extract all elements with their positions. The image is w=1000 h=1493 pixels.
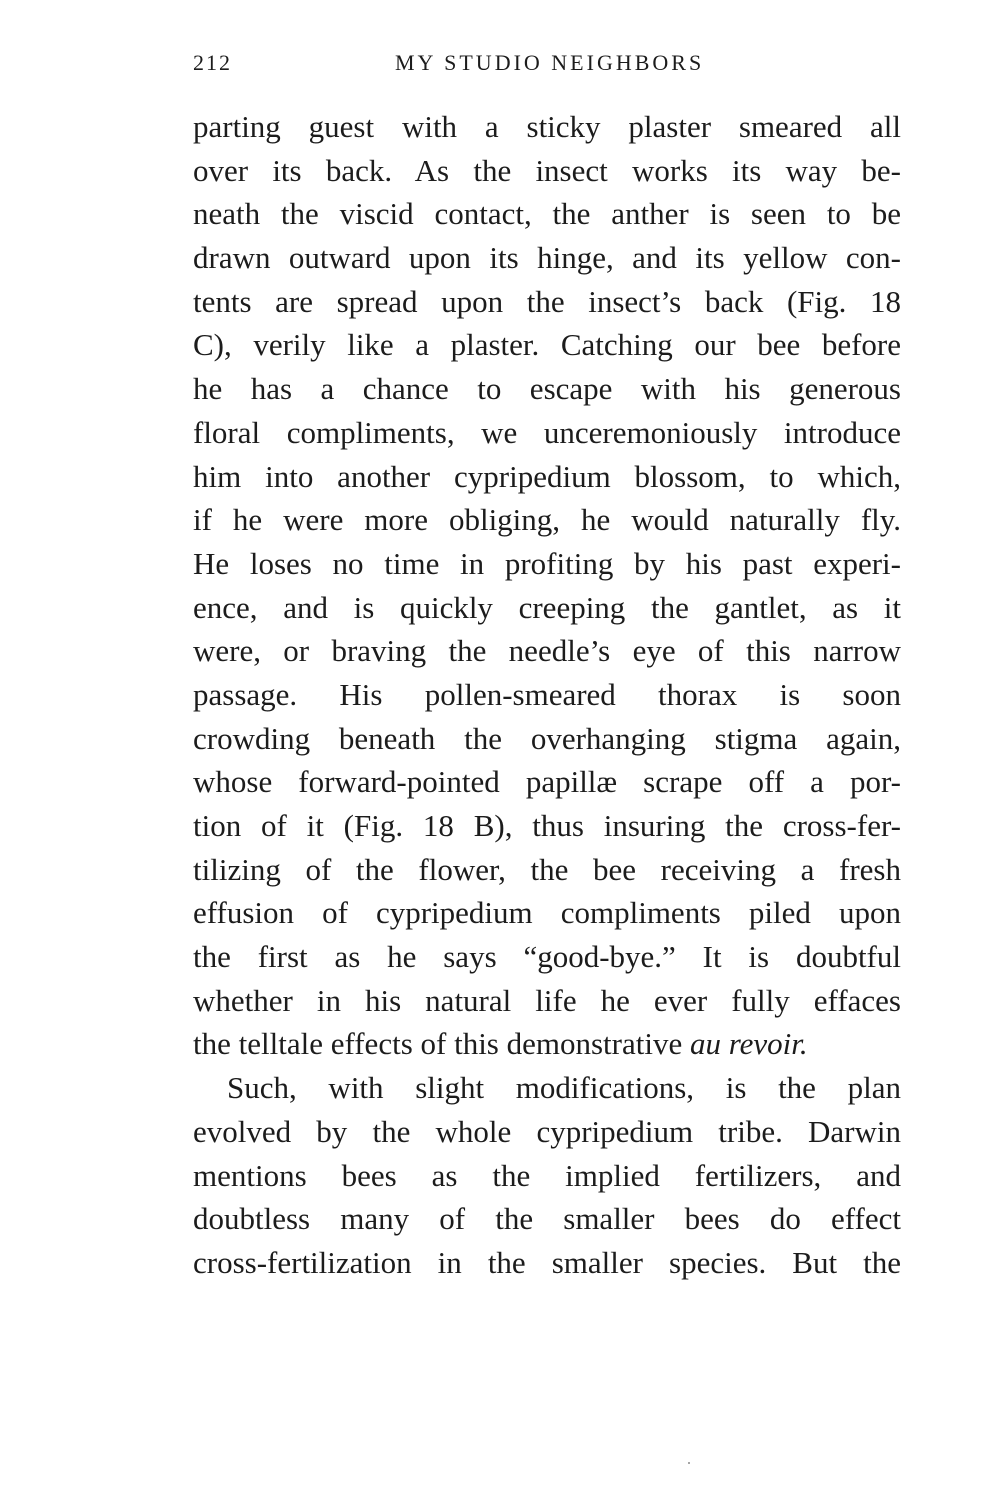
text-line: mentions bees as the implied fertilizers, and xyxy=(193,1157,901,1193)
text-line: tents are spread upon the insect’s back (Fig. 18 xyxy=(193,283,901,319)
text-line: He loses no time in profiting by his past experi- xyxy=(193,545,901,581)
print-speck xyxy=(688,1462,690,1464)
text-line: evolved by the whole cypripedium tribe. Darwin xyxy=(193,1113,901,1149)
text-line-final-roman: the telltale effects of this demonstrative xyxy=(193,1026,690,1062)
text-line: over its back. As the insect works its way be- xyxy=(193,152,901,188)
text-line: ence, and is quickly creeping the gantlet, as it xyxy=(193,589,901,625)
text-line: tion of it (Fig. 18 B), thus insuring the cross-fer- xyxy=(193,808,901,843)
text-line: the first as he says “good-bye.” It is doubtful xyxy=(193,939,901,975)
text-line: cross-fertilization in the smaller species. But the xyxy=(193,1244,901,1280)
text-line: he has a chance to escape with his generous xyxy=(193,371,901,407)
text-line: doubtless many of the smaller bees do effect xyxy=(193,1201,901,1237)
text-line: C), verily like a plaster. Catching our bee before xyxy=(193,327,901,363)
text-line: if he were more obliging, he would naturally fly. xyxy=(193,502,901,538)
text-line: drawn outward upon its hinge, and its yellow con- xyxy=(193,240,901,276)
text-line: neath the viscid contact, the anther is seen to be xyxy=(193,196,901,232)
text-line: whether in his natural life he ever fully effaces xyxy=(193,982,901,1018)
text-line: him into another cypripedium blossom, to which, xyxy=(193,458,901,494)
running-head xyxy=(193,50,901,84)
page-number: 212 xyxy=(193,50,232,75)
running-title: MY STUDIO NEIGHBORS xyxy=(395,50,705,75)
text-line-final xyxy=(193,1022,901,1066)
text-line: were, or braving the needle’s eye of this narrow xyxy=(193,633,901,669)
italic-phrase: au revoir. xyxy=(689,1026,808,1062)
text-line: passage. His pollen-smeared thorax is soon xyxy=(193,676,901,712)
text-line: tilizing of the flower, the bee receiving a fresh xyxy=(193,851,901,887)
text-line: floral compliments, we unceremoniously introduce xyxy=(193,414,901,450)
body-text xyxy=(193,105,901,1285)
text-line-indented: Such, with slight modifications, is the plan xyxy=(227,1070,901,1106)
text-line: effusion of cypripedium compliments piled upon xyxy=(193,895,901,931)
text-line: parting guest with a sticky plaster smeared all xyxy=(193,109,901,144)
text-line: crowding beneath the overhanging stigma again, xyxy=(193,720,901,756)
text-line: whose forward-pointed papillæ scrape off a por- xyxy=(193,764,901,800)
